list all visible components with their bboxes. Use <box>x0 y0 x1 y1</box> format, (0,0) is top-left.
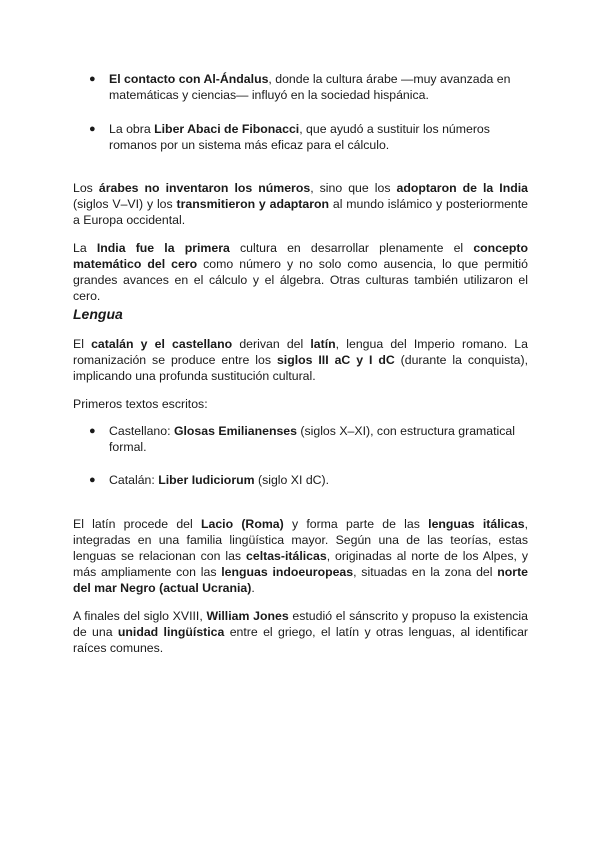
bullet-icon: ● <box>89 123 96 135</box>
paragraph: El latín procede del Lacio (Roma) y forma parte de las lenguas itálicas, integradas en una familia lingüística mayor. Según una de las teorías, estas lenguas se relacionan con las celtas-itálicas, originadas al norte de los Alpes, y más ampliamente con las lenguas indoeuropeas, situadas en la zona del norte del mar Negro (actual Ucrania). <box>73 517 529 595</box>
paragraph: La India fue la primera cultura en desarrollar plenamente el concepto matemático del cero como número y no solo como ausencia, lo que permitió grandes avances en el cálculo y el álgebra. Otras culturas también utilizaron el cero. <box>73 241 528 303</box>
paragraph: A finales del siglo XVIII, William Jones estudió el sánscrito y propuso la existencia de una unidad lingüística entre el griego, el latín y otras lenguas, al identificar raíces comunes. <box>73 609 529 655</box>
list-item-text: El contacto con Al-Ándalus, donde la cultura árabe —muy avanzada en matemáticas y ciencias— influyó en la sociedad hispánica. <box>109 72 511 102</box>
paragraph: El catalán y el castellano derivan del latín, lengua del Imperio romano. La romanización se produce entre los siglos III aC y I dC (durante la conquista), implicando una profunda sustitución cultural. <box>73 337 529 383</box>
list-item-text: La obra Liber Abaci de Fibonacci, que ayudó a sustituir los números romanos por un sistema más eficaz para el cálculo. <box>109 122 490 152</box>
section-heading: Lengua <box>73 306 123 322</box>
list-item-text: Catalán: Liber Iudiciorum (siglo XI dC). <box>109 473 330 487</box>
paragraph: Primeros textos escritos: <box>73 397 208 411</box>
list-item-text: Castellano: Glosas Emilianenses (siglos X–XI), con estructura gramatical formal. <box>109 424 515 454</box>
paragraph: Los árabes no inventaron los números, sino que los adoptaron de la India (siglos V–VI) y los transmitieron y adaptaron al mundo islámico y posteriormente a Europa occidental. <box>73 181 528 227</box>
bullet-icon: ● <box>89 425 96 437</box>
bullet-icon: ● <box>89 73 96 85</box>
bullet-icon: ● <box>89 474 96 486</box>
